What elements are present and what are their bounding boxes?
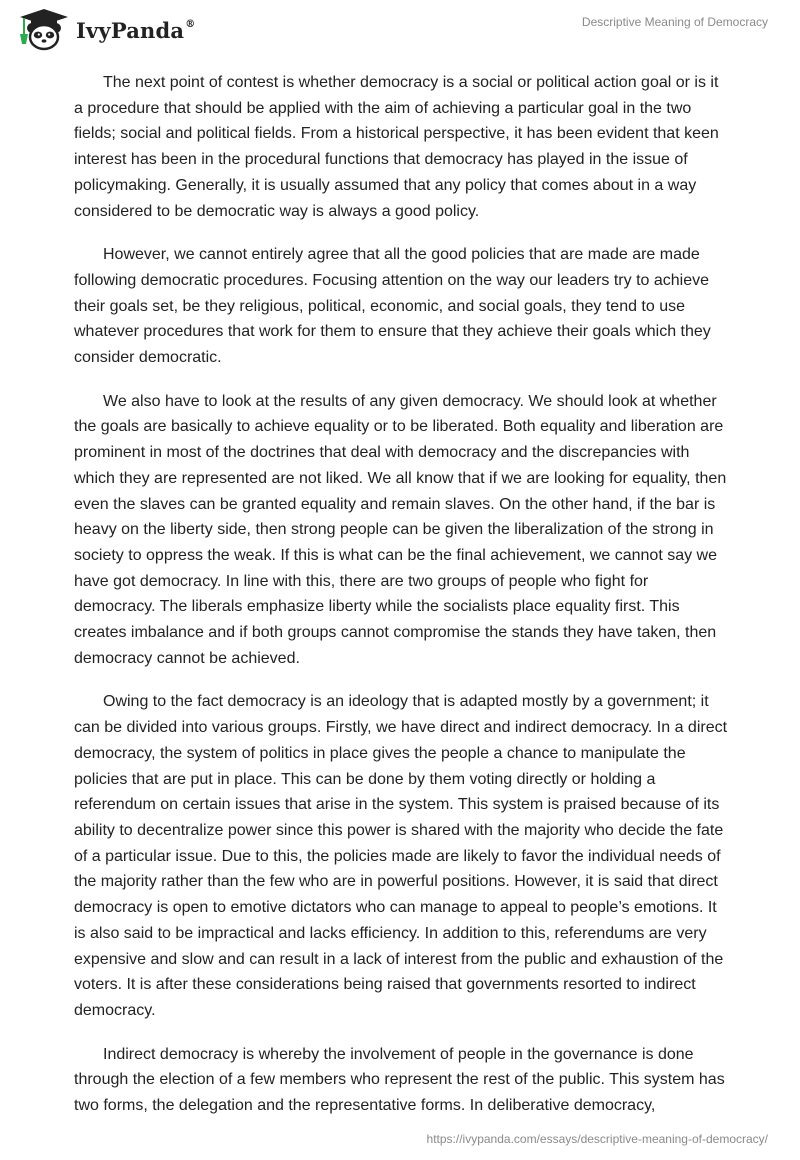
paragraph: Indirect democracy is whereby the involvement of people in the governance is done through the election of a few members who represent the rest of the public. This system has two forms, the delegation and the representative forms. In deliberative democracy, <box>74 1045 725 1115</box>
brand-logo[interactable] <box>14 8 195 52</box>
paragraph: Owing to the fact democracy is an ideology that is adapted mostly by a government; it can be divided into various groups. Firstly, we have direct and indirect democracy. In a direct democracy, the system of politics in place gives the people a chance to manipulate the policies that are put in place. This can be done by them voting directly or holding a referendum on certain issues that arise in the system. This system is praised because of its ability to decentralize power since this power is shared with the majority who decide the fate of a particular issue. Due to this, the policies made are likely to favor the individual needs of the majority rather than the few who are in powerful positions. However, it is said that direct democracy is open to emotive dictators who can manage to appeal to people’s emotions. It is also said to be impractical and lacks efficiency. In addition to this, referendums are very expensive and slow and can result in a lack of interest from the public and exhaustion of the voters. It is after these considerations being raised that governments resorted to indirect democracy. <box>74 693 728 1019</box>
paragraph: However, we cannot entirely agree that all the good policies that are made are made following democratic procedures. Focusing attention on the way our leaders try to achieve their goals set, be they religious, political, economic, and social goals, they tend to use whatever procedures that work for them to ensure that they achieve their goals which they consider democratic. <box>74 246 711 367</box>
brand-name-text: IvyPanda <box>76 17 185 43</box>
document-title: Descriptive Meaning of Democracy <box>581 15 768 29</box>
source-url-link[interactable]: https://ivypanda.com/essays/descriptive-meaning-of-democracy/ <box>426 1132 768 1146</box>
panda-graduate-logo-icon <box>14 8 70 52</box>
paragraph: We also have to look at the results of any given democracy. We should look at whether the goals are basically to achieve equality or to be liberated. Both equality and liberation are prominent in most of the doctrines that deal with democracy and the discrepancies with which they are represented are not liked. We all know that if we are looking for equality, then even the slaves can be granted equality and remain slaves. On the other hand, if the bar is heavy on the liberty side, then strong people can be given the liberalization of the strong in society to oppress the weak. If this is what can be the final achievement, we cannot say we have got democracy. In line with this, there are two groups of people who fight for democracy. The liberals emphasize liberty while the socialists place equality first. This creates imbalance and if both groups cannot compromise the stands they have taken, then democracy cannot be achieved. <box>74 392 727 667</box>
registered-mark: ® <box>185 18 196 30</box>
paragraph: The next point of contest is whether democracy is a social or political action goal or is it a procedure that should be applied with the aim of achieving a particular goal in the two fields; social and political fields. From a historical perspective, it has been evident that keen interest has been in the procedural functions that democracy has played in the issue of policymaking. Generally, it is usually assumed that any policy that comes about in a way considered to be democratic way is always a good policy. <box>74 74 719 220</box>
essay-body <box>74 70 730 1137</box>
brand-name <box>76 18 195 43</box>
page-header <box>0 0 800 62</box>
